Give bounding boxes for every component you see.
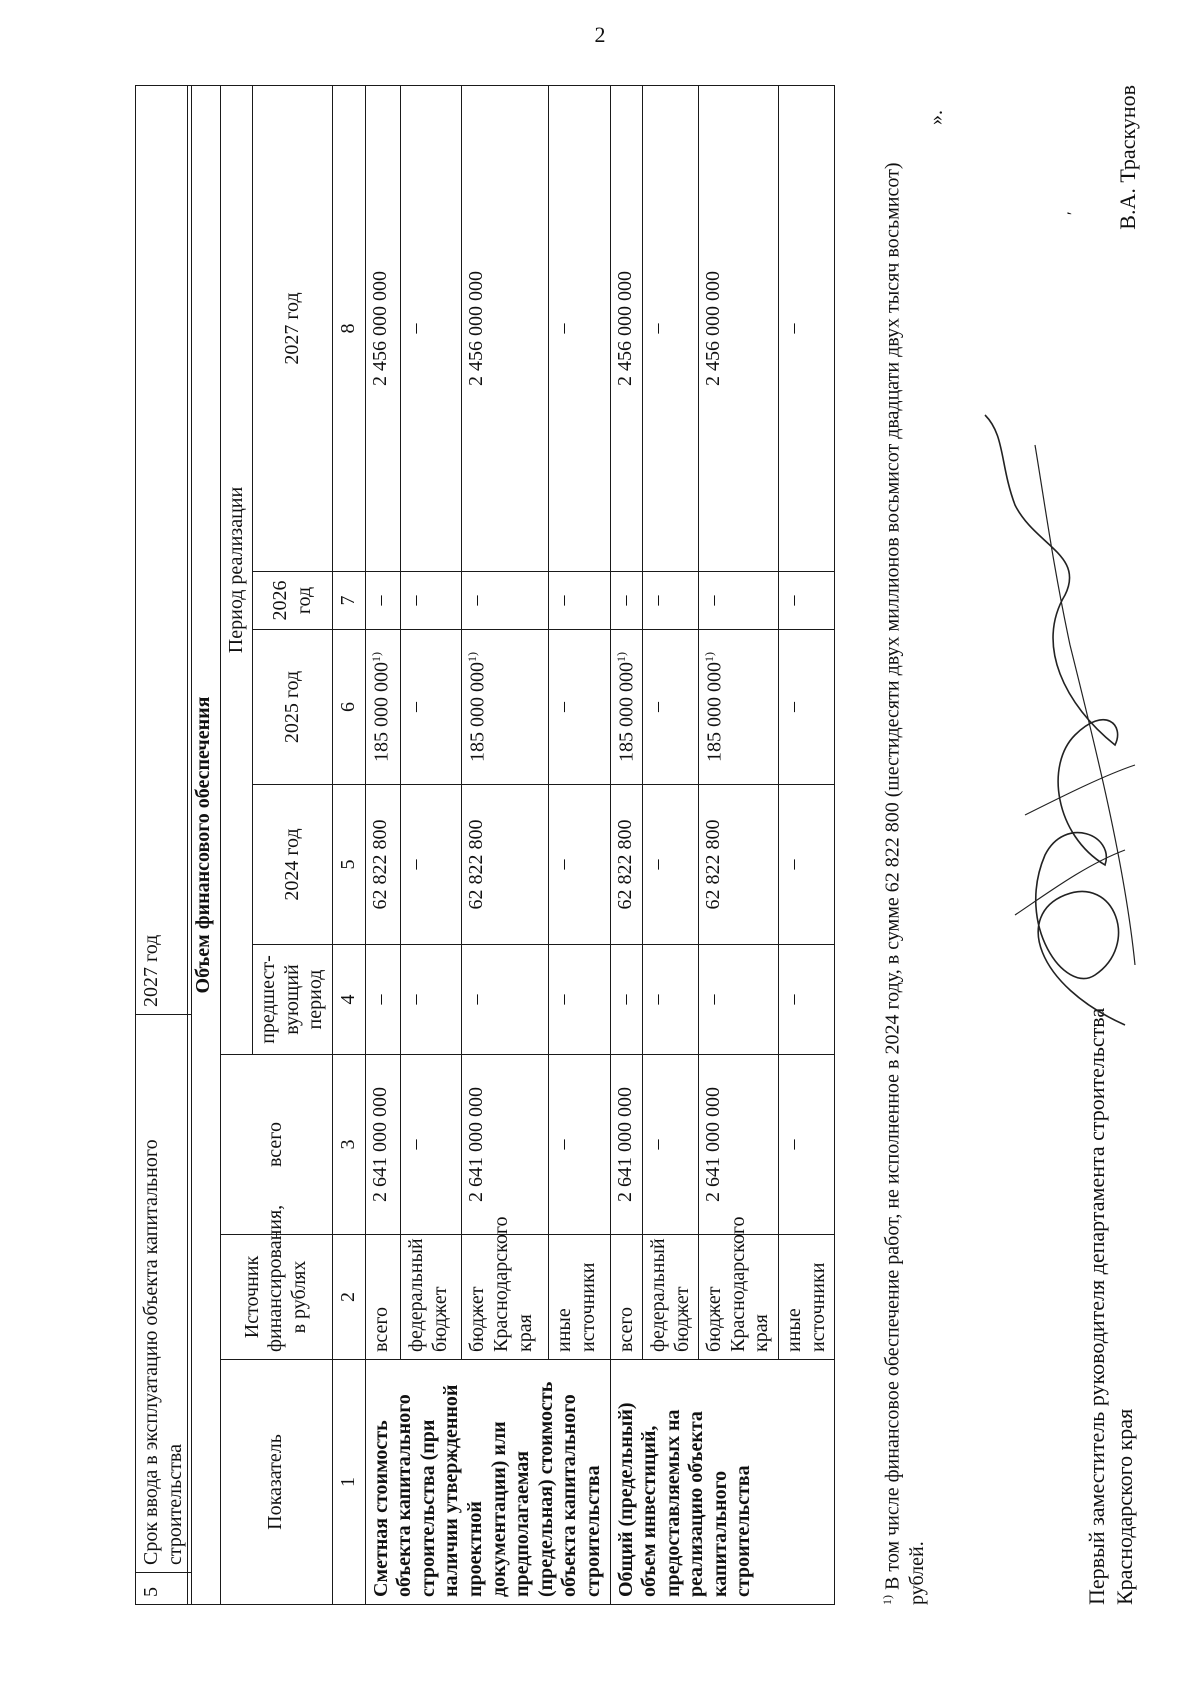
value-cell-total (643, 1055, 699, 1235)
source-cell: бюджет Краснодарского края (462, 1235, 549, 1360)
value-cell-y2025 (699, 630, 779, 785)
header-2027: 2027 год (253, 86, 333, 572)
value: 2 456 000 000 (368, 271, 391, 386)
financing-table-body (188, 86, 835, 1605)
value: – (782, 994, 805, 1005)
value-cell-y2027 (699, 86, 779, 572)
value: – (404, 323, 427, 334)
footnote (880, 105, 929, 1605)
value: 2 641 000 000 (368, 1087, 391, 1202)
value-cell-y2024 (462, 785, 549, 945)
term-table (135, 85, 192, 1605)
value: – (404, 595, 427, 606)
value-cell-previous (365, 945, 401, 1055)
term-number: 5 (136, 1573, 192, 1605)
value: – (552, 859, 575, 870)
value-cell-y2026 (549, 572, 610, 630)
table-row (365, 86, 401, 1605)
value-cell-y2025 (365, 630, 401, 785)
value-cell-y2025 (779, 630, 835, 785)
financing-table (187, 85, 835, 1605)
value: – (782, 859, 805, 870)
source-cell: федеральный бюджет (401, 1235, 462, 1360)
value: – (552, 323, 575, 334)
value: – (465, 595, 488, 606)
footnote-ref: 1) (368, 652, 383, 662)
column-number: 5 (332, 785, 365, 945)
value: – (613, 595, 636, 606)
value-cell-y2024 (610, 785, 643, 945)
value-cell-y2024 (401, 785, 462, 945)
page-number: 2 (594, 22, 606, 47)
signature-tick: ′ (1065, 211, 1082, 215)
value: – (702, 595, 725, 606)
value: – (646, 702, 669, 712)
value-cell-previous (699, 945, 779, 1055)
value-cell-y2026 (779, 572, 835, 630)
header-total: всего (220, 1055, 332, 1235)
value: – (368, 994, 391, 1005)
value: 185 000 000 (466, 662, 489, 762)
table-title: Объем финансового обеспечения (188, 86, 221, 1605)
value-cell-y2026 (643, 572, 699, 630)
value: – (613, 994, 636, 1005)
value-cell-y2026 (699, 572, 779, 630)
value-cell-total (549, 1055, 610, 1235)
value-cell-y2024 (643, 785, 699, 945)
value: 62 822 800 (368, 819, 391, 910)
value: – (646, 323, 669, 334)
value-cell-total (610, 1055, 643, 1235)
header-previous: предшест-вующий период (253, 945, 333, 1055)
header-2026: 2026 год (253, 572, 333, 630)
footnote-ref: 1) (613, 652, 628, 662)
rotated-content (135, 85, 1195, 1605)
term-value: 2027 год (136, 86, 192, 1015)
value-cell-total (699, 1055, 779, 1235)
value-cell-total (779, 1055, 835, 1235)
value-cell-y2027 (779, 86, 835, 572)
header-indicator: Показатель (220, 1360, 332, 1605)
value: – (782, 1139, 805, 1150)
value: – (552, 595, 575, 606)
value-cell-y2027 (610, 86, 643, 572)
value-cell-y2025 (462, 630, 549, 785)
value: 62 822 800 (702, 819, 725, 910)
value: – (404, 859, 427, 870)
value-cell-y2026 (365, 572, 401, 630)
value: – (404, 994, 427, 1005)
value: – (646, 595, 669, 606)
value-cell-y2025 (401, 630, 462, 785)
table-row (610, 86, 643, 1605)
value-cell-y2027 (401, 86, 462, 572)
column-number: 4 (332, 945, 365, 1055)
value-cell-y2027 (549, 86, 610, 572)
signatory-name: В.А. Траскунов (1115, 85, 1140, 230)
footnote-marker: 1) (880, 1595, 894, 1605)
column-number: 6 (332, 630, 365, 785)
indicator-cell: Общий (предельный) объем инвестиций, предоставляемых на реализацию объекта капитального строительства (610, 1360, 835, 1605)
value-cell-y2024 (699, 785, 779, 945)
value: – (552, 994, 575, 1005)
value-cell-y2027 (365, 86, 401, 572)
source-cell: всего (365, 1235, 401, 1360)
handwritten-signature (975, 405, 1155, 1065)
footnote-ref: 1) (702, 652, 717, 662)
value-cell-y2024 (549, 785, 610, 945)
value-cell-y2026 (462, 572, 549, 630)
signatory-position: Первый заместитель руководителя департамента строительства Краснодарского края (1084, 1007, 1137, 1605)
value: – (646, 1139, 669, 1150)
value: 185 000 000 (703, 662, 726, 762)
value-cell-total (462, 1055, 549, 1235)
value: 62 822 800 (465, 819, 488, 910)
value-cell-previous (643, 945, 699, 1055)
value: – (646, 859, 669, 870)
column-number: 8 (332, 86, 365, 572)
value: – (368, 595, 391, 606)
value: – (552, 702, 575, 712)
footnote-text: В том числе финансовое обеспечение работ, не исполненное в 2024 году, в сумме 62 822 800 (шестидесяти двух миллионов восьмисот двадцати двух тысяч восьмисот) рублей. (881, 162, 929, 1605)
value: – (552, 1139, 575, 1150)
value: 185 000 000 (370, 662, 393, 762)
source-cell: всего (610, 1235, 643, 1360)
source-cell: бюджет Краснодарского края (699, 1235, 779, 1360)
value: 2 456 000 000 (702, 271, 725, 386)
footnote-ref: 1) (465, 652, 480, 662)
value: 62 822 800 (613, 819, 636, 910)
value-cell-y2024 (365, 785, 401, 945)
value-cell-total (365, 1055, 401, 1235)
value: – (782, 702, 805, 712)
value: 2 641 000 000 (613, 1087, 636, 1202)
column-number: 1 (332, 1360, 365, 1605)
value-cell-y2027 (643, 86, 699, 572)
header-source: Источник финансирования, в рублях (220, 1235, 332, 1360)
header-2025: 2025 год (253, 630, 333, 785)
source-cell: федеральный бюджет (643, 1235, 699, 1360)
value: – (782, 323, 805, 334)
term-label: Срок ввода в эксплуатацию объекта капитального строительства (136, 1015, 192, 1573)
value: 2 456 000 000 (613, 271, 636, 386)
value-cell-y2025 (549, 630, 610, 785)
value-cell-previous (549, 945, 610, 1055)
value-cell-previous (401, 945, 462, 1055)
column-number: 3 (332, 1055, 365, 1235)
header-period: Период реализации (220, 86, 253, 1055)
value: 2 641 000 000 (702, 1087, 725, 1202)
value-cell-y2024 (779, 785, 835, 945)
value: – (404, 702, 427, 712)
value: – (646, 994, 669, 1005)
value: 185 000 000 (615, 662, 638, 762)
value-cell-y2025 (610, 630, 643, 785)
value-cell-y2026 (610, 572, 643, 630)
value-cell-y2025 (643, 630, 699, 785)
closing-quote: ». (925, 110, 947, 125)
value-cell-previous (462, 945, 549, 1055)
indicator-cell: Сметная стоимость объекта капитального строительства (при наличии утвержденной проектной документации) или предполагаемая (предельная) стоимость объекта капитального строительства (365, 1360, 610, 1605)
value: – (702, 994, 725, 1005)
value: – (404, 1139, 427, 1150)
value-cell-y2026 (401, 572, 462, 630)
source-cell: иные источники (779, 1235, 835, 1360)
value-cell-y2027 (462, 86, 549, 572)
column-number: 2 (332, 1235, 365, 1360)
value-cell-total (401, 1055, 462, 1235)
value: 2 456 000 000 (465, 271, 488, 386)
column-number: 7 (332, 572, 365, 630)
value: – (465, 994, 488, 1005)
source-cell: иные источники (549, 1235, 610, 1360)
value: – (782, 595, 805, 606)
header-2024: 2024 год (253, 785, 333, 945)
value-cell-previous (779, 945, 835, 1055)
value-cell-previous (610, 945, 643, 1055)
value: 2 641 000 000 (465, 1087, 488, 1202)
